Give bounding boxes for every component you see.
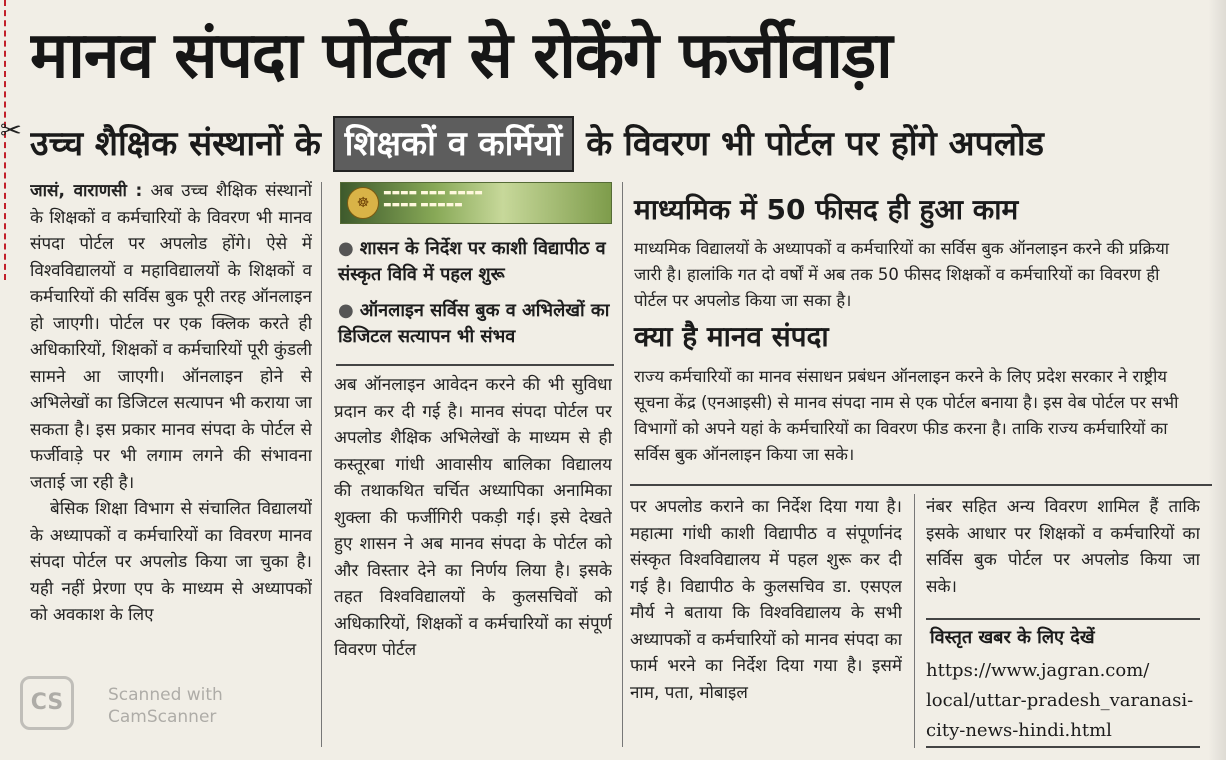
column-4: [926, 494, 1200, 614]
url-line: city-news-hindi.html: [926, 720, 1112, 741]
box2-text: राज्य कर्मचारियों का मानव संसाधन प्रबंधन ऑनलाइन करने के लिए प्रदेश सरकार ने राष्ट्रीय सूचना केंद्र (एनआइसी) से मानव संपदा नाम से एक पोर्टल बनाया है। इस वेब पोर्टल पर सभी विभागों को अपने यहां के कर्मचारियों का विवरण फीड करना है। ताकि राज्य कर्मचारियों का सर्विस बुक ऑनलाइन किया जा सके।: [634, 367, 1179, 464]
headline: मानव संपदा पोर्टल से रोकेंगे फर्जीवाड़ा: [30, 19, 892, 93]
col1-para1: अब उच्च शैक्षिक संस्थानों के शिक्षकों व कर्मचारियों के विवरण भी मानव संपदा पोर्टल पर अपलोड होंगे। ऐसे में विश्वविद्यालयों व महाविद्यालयों के शिक्षकों व कर्मचारियों की सर्विस बुक पूरी तरह ऑनलाइन हो जाएगी। पोर्टल पर एक क्लिक करते ही अधिकारियों, शिक्षकों व कर्मचारियों पूरी कुंडली सामने आ जाएगी। ऑनलाइन होने से अभिलेखों का डिजिटल सत्यापन भी कराया जा सकता है। इस प्रकार मानव संपदा के पोर्टल से फर्जीवाड़े पर भी लगाम लगने की संभावना जताई जा रही है।: [30, 181, 312, 493]
subheadline: [30, 114, 1220, 174]
column-3: [630, 494, 902, 748]
bullet-icon: ●: [338, 300, 354, 321]
highlight-bullets: [338, 236, 616, 350]
link-heading: विस्तृत खबर के लिए देखें: [930, 627, 1095, 648]
column-divider: [914, 494, 915, 748]
column-divider: [321, 182, 322, 747]
box-divider: [630, 484, 1212, 486]
scissor-icon: ✂: [0, 116, 22, 146]
bullets-divider: [336, 364, 614, 366]
subheadline-after: के विवरण भी पोर्टल पर होंगे अपलोड: [586, 124, 1044, 164]
box2-heading: क्या है मानव संपदा: [634, 320, 829, 353]
page-edge-shadow: [1208, 0, 1226, 760]
bullet-item: ● शासन के निर्देश पर काशी विद्यापीठ व संस्कृत विवि में पहल शुरू: [338, 238, 606, 285]
dateline: जासं, वाराणसी :: [30, 181, 143, 201]
bullet-icon: ●: [338, 238, 354, 259]
subheadline-before: उच्च शैक्षिक संस्थानों के: [30, 124, 321, 164]
url-line: https://www.jagran.com/: [926, 660, 1150, 681]
col1-para2: बेसिक शिक्षा विभाग से संचालित विद्यालयों के अध्यापकों व कर्मचारियों का विवरण मानव संपदा पोर्टल पर अपलोड किया जा चुका है। यही नहीं प्रेरणा एप के माध्यम से अध्यापकों को अवकाश के लिए: [30, 499, 312, 625]
box1-heading: माध्यमिक में 50 फीसद ही हुआ काम: [634, 193, 1019, 226]
url-line: local/uttar-pradesh_varanasi-: [926, 690, 1194, 711]
subheadline-highlight: शिक्षकों व कर्मियों: [333, 116, 575, 172]
bullet-item: ● ऑनलाइन सर्विस बुक व अभिलेखों का डिजिटल सत्यापन भी संभव: [338, 300, 610, 347]
column-2: [334, 372, 612, 748]
link-bottom-divider: [926, 746, 1200, 748]
column-divider: [622, 182, 623, 747]
link-divider: [926, 618, 1200, 620]
watermark-text: Scanned with CamScanner: [108, 685, 223, 727]
col2-body: अब ऑनलाइन आवेदन करने की भी सुविधा प्रदान कर दी गई है। मानव संपदा पोर्टल पर अपलोड शैक्षिक अभिलेखों के माध्यम से ही कस्तूरबा गांधी आवासीय बालिका विद्यालय की तथाकथित चर्चित अध्यापिका अनामिका शुक्ला की फर्जीगिरी पकड़ी गई। इसे देखते हुए शासन ने अब मानव संपदा के पोर्टल को और विस्तार देने का निर्णय लिया है। इसके तहत विश्वविद्यालयों के कुलसचिवों को अधिकारियों, शिक्षकों व कर्मचारियों का संपूर्ण विवरण पोर्टल: [334, 375, 612, 660]
emblem-icon: ☸: [347, 187, 379, 219]
box1-text: माध्यमिक विद्यालयों के अध्यापकों व कर्मचारियों का सर्विस बुक ऑनलाइन करने की प्रक्रिया जारी है। हालांकि गत दो वर्षों में अब तक 50 फीसद शिक्षकों व कर्मचारियों का विवरण ही पोर्टल पर अपलोड किया जा सका है।: [634, 239, 1170, 310]
column-1: [30, 178, 312, 748]
col3-body: पर अपलोड कराने का निर्देश दिया गया है। महात्मा गांधी काशी विद्यापीठ व संपूर्णानंद संस्कृत विश्वविद्यालय में पहल शुरू कर दी गई है। विद्यापीठ के कुलसचिव डा. एसएल मौर्य ने बताया कि विश्वविद्यालय के सभी अध्यापकों व कर्मचारियों को मानव संपदा का फार्म भरने का निर्देश दिया गया है। इसमें नाम, पता, मोबाइल: [630, 497, 902, 703]
mansampada-banner: [340, 182, 612, 224]
banner-logo-lettering: ▬▬▬▬ ▬▬▬ ▬▬▬▬ ▬▬▬▬ ▬▬▬▬▬: [383, 188, 483, 210]
story-url: [926, 656, 1212, 746]
camscanner-watermark: [20, 676, 320, 740]
camscanner-logo-icon: CS: [20, 676, 74, 730]
col4-body: नंबर सहित अन्य विवरण शामिल हैं ताकि इसके आधार पर शिक्षकों व कर्मचारियों का सर्विस बुक पोर्टल पर अपलोड किया जा सके।: [926, 497, 1200, 597]
